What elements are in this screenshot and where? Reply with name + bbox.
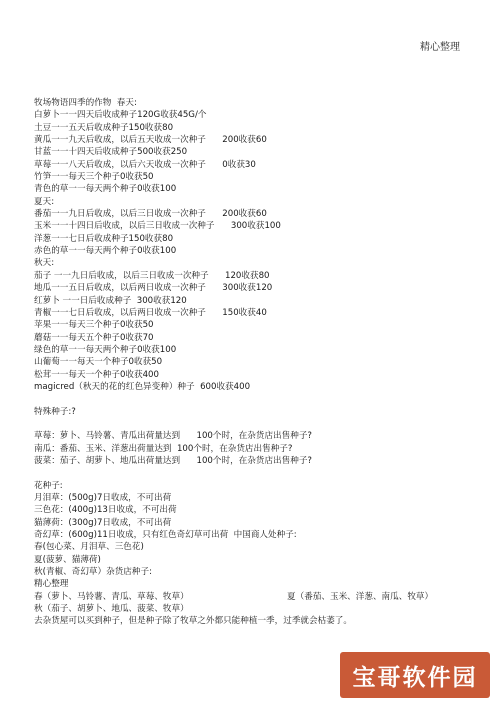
text-line: 奇幻草：(600g)11日收成，只有红色奇幻草可出荷 中国商人处种子: <box>34 530 297 541</box>
text-line: 精心整理 <box>34 579 69 590</box>
watermark-text: 宝哥软件园 <box>352 664 478 691</box>
paragraph-gap <box>34 393 474 405</box>
text-line: 青椒一一七日后收成，以后两日收成一次种子 150收获40 <box>34 307 267 318</box>
paragraph-gap <box>34 418 474 430</box>
text-line: 草莓一一八天后收成，以后六天收成一次种子 0收获30 <box>34 159 256 170</box>
text-line: 茄子 一一九日后收成，以后三日收成一次种子 120收获80 <box>34 270 270 281</box>
text-line: 青色的草一一每天两个种子0收获100 <box>34 184 177 195</box>
text-line: 蘑菇一一每天五个种子0收获70 <box>34 332 154 343</box>
text-line: 黄瓜一一九天后收成，以后五天收成一次种子 200收获60 <box>34 135 267 146</box>
text-line: 月泪草：(500g)7日收成，不可出荷 <box>34 493 172 503</box>
text-line: 白萝卜一一四天后收成种子120G收获45G/个 <box>34 110 207 121</box>
text-line: 夏天: <box>34 196 55 207</box>
text-line: 赤色的草一一每天两个种子0收获100 <box>34 246 177 257</box>
text-line: 山葡萄一一每天一个种子0收获50 <box>34 357 163 368</box>
text-line: 松茸一一每天一个种子0收获400 <box>34 369 159 380</box>
page-header-title: 精心整理 <box>420 42 460 53</box>
text-line: 番茄一一九日后收成，以后三日收成一次种子 200收获60 <box>34 209 267 220</box>
text-line: 特殊种子:? <box>34 406 76 417</box>
site-watermark-logo <box>340 652 490 698</box>
text-line: 苹果一一每天三个种子0收获50 <box>34 320 154 331</box>
text-line: magicred（秋天的花的红色异变种）种子 600收获400 <box>34 381 251 392</box>
text-line: 竹笋一一每天三个种子0收获50 <box>34 172 154 183</box>
text-line: 草莓：萝卜、马铃薯、青瓜出荷量达到 100个时，在杂货店出售种子? <box>34 431 312 442</box>
text-line: 绿色的草一一每天两个种子0收获100 <box>34 344 177 355</box>
text-line: 南瓜：番茄、玉米、洋葱出荷量达到 100个时，在杂货店出售种子? <box>34 443 293 454</box>
paragraph-gap <box>34 467 474 479</box>
text-line: 菠菜：茄子、胡萝卜、地瓜出荷量达到 100个时，在杂货店出售种子? <box>34 455 312 466</box>
text-line: 洋葱一一七日后收成种子150收获80 <box>34 233 174 244</box>
document-body <box>34 97 474 628</box>
text-line: 秋（茄子、胡萝卜、地瓜、菠菜、牧草） <box>34 604 189 615</box>
text-line: 夏(菠萝、猫薄荷) <box>34 554 101 565</box>
text-line: 甘蓝一一十四天后收成种子500收获250 <box>34 147 188 158</box>
text-line: 去杂货屋可以买到种子，但是种子除了牧草之外都只能种植一季，过季就会枯萎了。 <box>34 616 352 627</box>
text-line: 秋(青椒、奇幻草）杂货店种子: <box>34 567 152 578</box>
text-line: 春(包心菜、月泪草、三色花) <box>34 542 144 553</box>
text-line: 三色花：(400g)13日收成，不可出荷 <box>34 505 177 516</box>
text-line: 玉米一一十四日后收成，以后三日收成一次种子 300收获100 <box>34 221 281 232</box>
text-line: 牧场物语四季的作物 春天: <box>34 98 137 108</box>
text-line: 土豆一一五天后收成种子150收获80 <box>34 122 174 133</box>
text-line: 秋天: <box>34 258 55 269</box>
text-line: 花种子: <box>34 480 63 491</box>
text-line: 春（萝卜、马铃薯、青瓜、草莓、牧草） 夏（番茄、玉米、洋葱、南瓜、牧草） <box>34 591 434 602</box>
text-line: 猫薄荷：(300g)7日收成，不可出荷 <box>34 517 172 528</box>
text-line: 红萝卜 一一日后收成种子 300收获120 <box>34 295 187 306</box>
text-line: 地瓜一一五日后收成，以后两日收成一次种子 300收获120 <box>34 283 273 294</box>
